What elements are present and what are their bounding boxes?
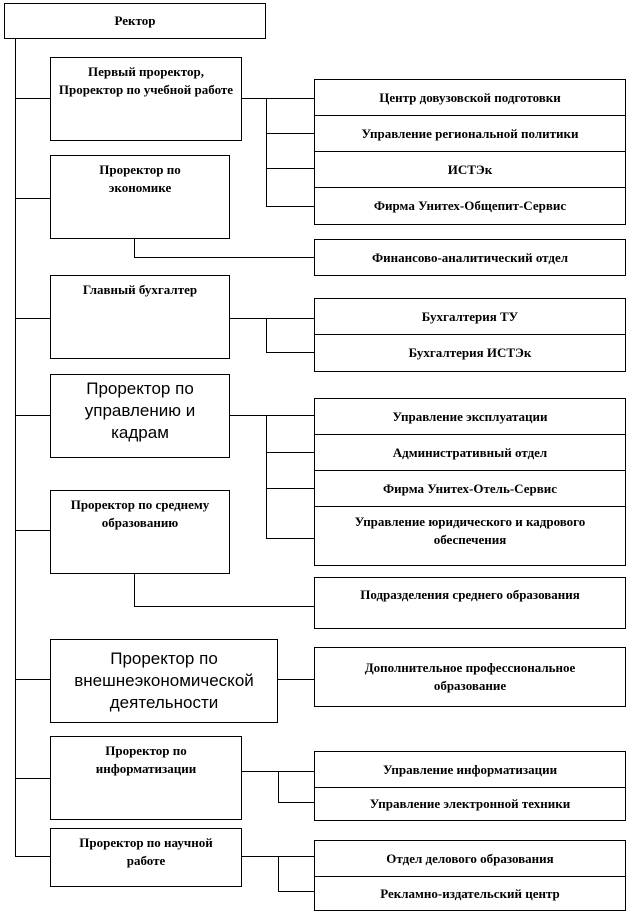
- unit-box: [314, 239, 626, 276]
- vice-box-research: [50, 828, 242, 887]
- rector-box: [4, 3, 266, 39]
- vice-label: Главный бухгалтер: [82, 282, 198, 297]
- vice-label: Проректор по информатизации: [95, 743, 197, 776]
- unit-label: Управление эксплуатации: [392, 408, 548, 424]
- unit-box: [314, 751, 626, 788]
- vice-label: Первый проректор, Проректор по учебной работе: [58, 64, 234, 97]
- vice-label: Проректор по научной работе: [79, 835, 213, 868]
- unit-box: [314, 398, 626, 435]
- vice-label: Проректор по экономике: [99, 162, 181, 195]
- unit-label: Управление электронной техники: [369, 796, 571, 811]
- unit-label: ИСТЭк: [447, 161, 493, 177]
- vice-box-economics: [50, 155, 230, 239]
- unit-box: [314, 298, 626, 335]
- vice-label: Проректор по управлению и кадрам: [84, 379, 196, 442]
- unit-label: Подразделения среднего образования: [360, 587, 580, 602]
- unit-box: [314, 787, 626, 821]
- vice-label: Проректор по среднему образованию: [70, 497, 210, 530]
- unit-box: [314, 187, 626, 225]
- unit-label: Фирма Унитех-Общепит-Сервис: [373, 198, 567, 213]
- unit-label: Управление информатизации: [382, 761, 558, 777]
- vice-box-informatization: [50, 736, 242, 820]
- rector-label: Ректор: [114, 13, 156, 28]
- unit-label: Отдел делового образования: [386, 850, 554, 866]
- vice-label: Проректор по внешнеэкономической деятельности: [74, 649, 254, 712]
- unit-label: Административный отдел: [392, 444, 548, 460]
- unit-box: [314, 577, 626, 629]
- vice-box-management: [50, 374, 230, 458]
- unit-box: [314, 79, 626, 116]
- unit-label: Рекламно-издательский центр: [380, 885, 560, 901]
- unit-box: [314, 434, 626, 471]
- unit-label: Центр довузовской подготовки: [379, 89, 561, 105]
- unit-label: Управление региональной политики: [361, 125, 579, 141]
- unit-box: [314, 506, 626, 566]
- unit-box: [314, 151, 626, 188]
- vice-box-chief-accountant: [50, 275, 230, 359]
- vice-box-secondary-education: [50, 490, 230, 574]
- unit-box: [314, 334, 626, 372]
- unit-label: Фирма Унитех-Отель-Сервис: [383, 480, 557, 496]
- unit-box: [314, 115, 626, 152]
- unit-box: [314, 470, 626, 507]
- unit-label: Бухгалтерия ТУ: [421, 308, 519, 324]
- unit-label: Бухгалтерия ИСТЭк: [408, 345, 532, 360]
- unit-box: [314, 647, 626, 707]
- unit-box: [314, 876, 626, 911]
- unit-box: [314, 840, 626, 877]
- vice-box-first-prorector: [50, 57, 242, 141]
- unit-label: Финансово-аналитический отдел: [371, 249, 569, 265]
- unit-label: Дополнительное профессиональное образование: [364, 660, 576, 693]
- vice-box-foreign-economic: [50, 639, 278, 723]
- unit-label: Управление юридического и кадрового обеспечения: [354, 514, 586, 547]
